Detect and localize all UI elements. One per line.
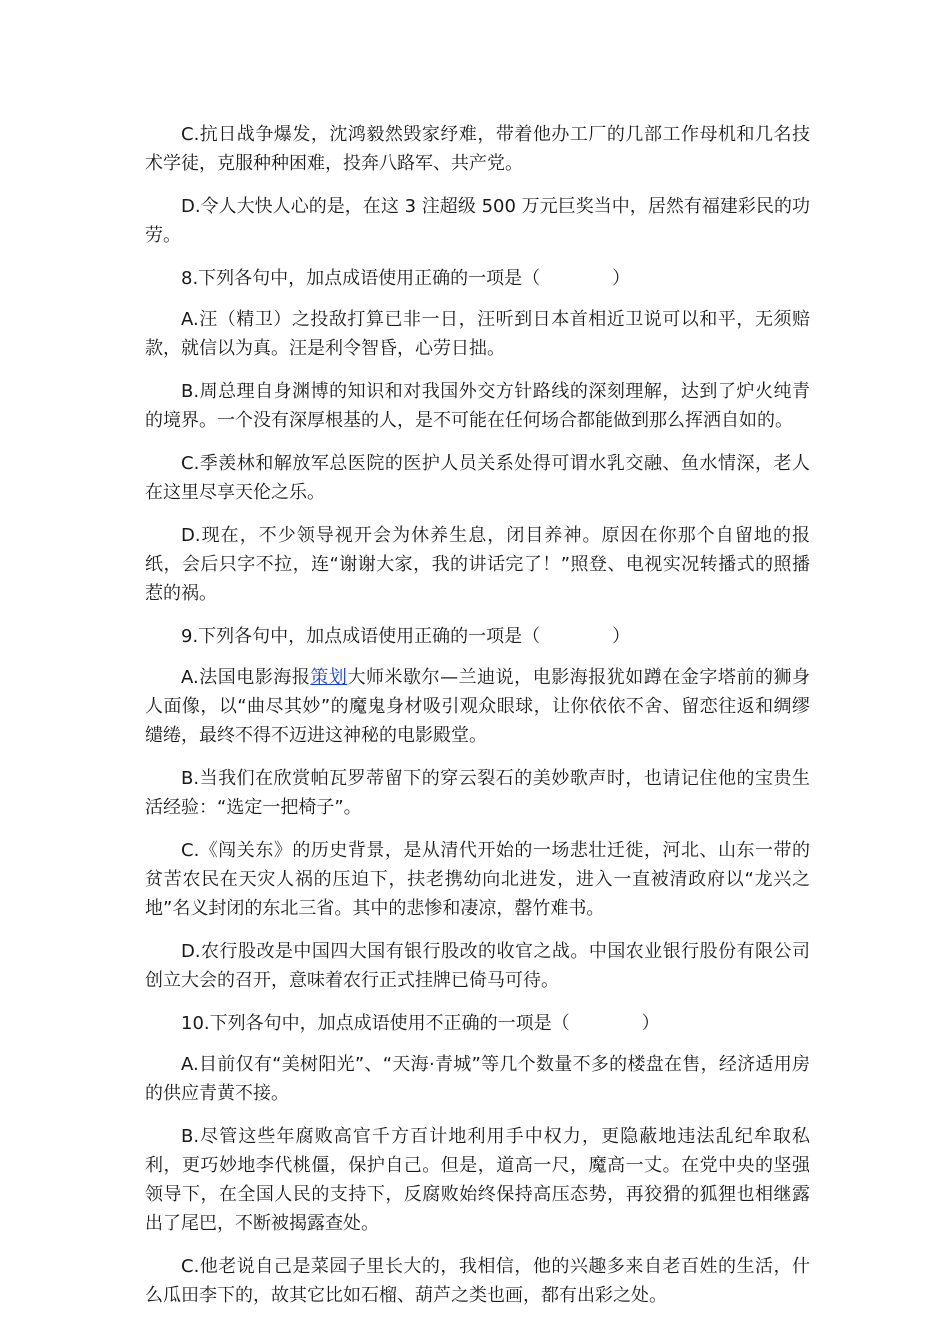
document-page xyxy=(145,120,810,1324)
option-10c: C.他老说自己是菜园子里长大的，我相信，他的兴趣多来自老百姓的生活，什么瓜田李下的，故其它比如石榴、葫芦之类也画，都有出彩之处。 xyxy=(145,1256,810,1306)
option-7c: C.抗日战争爆发，沈鸿毅然毁家纾难，带着他办工厂的几部工作母机和几名技术学徒，克服种种困难，投奔八路军、共产党。 xyxy=(145,124,810,174)
option-8a: A.汪（精卫）之投敌打算已非一日，汪听到日本首相近卫说可以和平，无须赔款，就信以为真。汪是利令智昏，心劳日拙。 xyxy=(145,309,810,359)
option-7d: D.令人大快人心的是，在这 3 注超级 500 万元巨奖当中，居然有福建彩民的功劳。 xyxy=(145,196,810,246)
option-10b: B.尽管这些年腐败高官千方百计地利用手中权力，更隐蔽地违法乱纪牟取私利，更巧妙地李代桃僵，保护自己。但是，道高一尺，魔高一丈。在党中央的坚强领导下，在全国人民的支持下，反腐败始终保持高压态势，再狡猾的狐狸也相继露出了尾巴，不断被揭露查处。 xyxy=(145,1126,810,1234)
option-10a: A.目前仅有“美树阳光”、“天海·青城”等几个数量不多的楼盘在售，经济适用房的供应青黄不接。 xyxy=(145,1054,810,1104)
option-9b: B.当我们在欣赏帕瓦罗蒂留下的穿云裂石的美妙歌声时，也请记住他的宝贵生活经验：“选定一把椅子”。 xyxy=(145,768,810,818)
question-8: 8.下列各句中，加点成语使用正确的一项是（ ） xyxy=(181,268,631,289)
option-9a xyxy=(145,663,810,750)
option-9d: D.农行股改是中国四大国有银行股改的收官之战。中国农业银行股份有限公司创立大会的召开，意味着农行正式挂牌已倚马可待。 xyxy=(145,941,810,991)
option-8d: D.现在，不少领导视开会为休养生息，闭目养神。原因在你那个自留地的报纸，会后只字不拉，连“谢谢大家，我的讲话完了！”照登、电视实况转播式的照播惹的祸。 xyxy=(145,525,810,604)
option-8b: B.周总理自身渊博的知识和对我国外交方针路线的深刻理解，达到了炉火纯青的境界。一个没有深厚根基的人，是不可能在任何场合都能做到那么挥洒自如的。 xyxy=(145,381,810,431)
hyperlink-cehua[interactable]: 策划 xyxy=(310,667,348,688)
option-9c: C.《闯关东》的历史背景，是从清代开始的一场悲壮迁徙，河北、山东一带的贫苦农民在天灾人祸的压迫下，扶老携幼向北进发，进入一直被清政府以“龙兴之地”名义封闭的东北三省。其中的悲惨和凄凉，罄竹难书。 xyxy=(145,840,810,919)
question-10: 10.下列各句中，加点成语使用不正确的一项是（ ） xyxy=(181,1013,660,1034)
option-9a-lead: A.法国电影海报 xyxy=(181,667,311,688)
option-9a-rest: 大师米歇尔—兰迪说，电影海报犹如蹲在金字塔前的狮身人面像，以“曲尽其妙”的魔鬼身材吸引观众眼球，让你依依不舍、留恋往返和绸缪缱绻，最终不得不迈进这神秘的电影殿堂。 xyxy=(145,667,811,746)
question-9: 9.下列各句中，加点成语使用正确的一项是（ ） xyxy=(181,626,631,647)
option-8c: C.季羡林和解放军总医院的医护人员关系处得可谓水乳交融、鱼水情深，老人在这里尽享天伦之乐。 xyxy=(145,453,810,503)
